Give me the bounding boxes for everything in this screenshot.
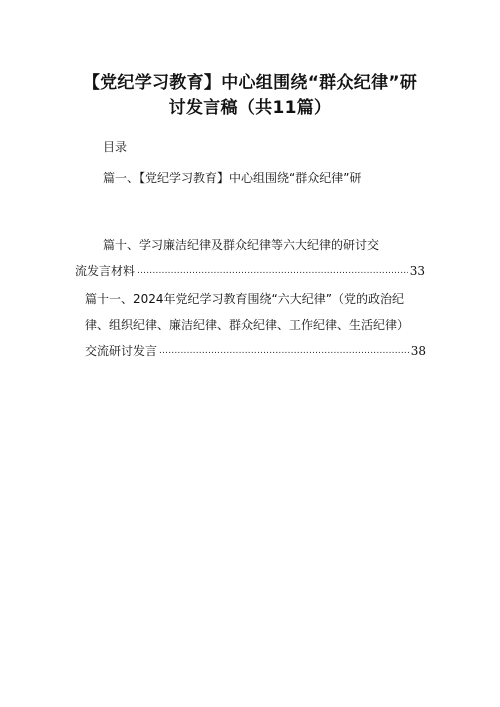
toc-entry-11-page-number: 38	[410, 344, 426, 358]
toc-leader-dots	[159, 343, 409, 359]
toc-entry-1[interactable]: 篇一、【党纪学习教育】中心组围绕“群众纪律”研	[103, 171, 362, 185]
toc-heading: 目录	[103, 140, 128, 154]
toc-entry-10-text: 流发言材料	[75, 264, 136, 278]
toc-entry-11-text: 交流研讨发言	[85, 344, 158, 358]
toc-entry-11-line-3[interactable]	[85, 343, 426, 359]
toc-entry-10-line-2[interactable]	[75, 263, 425, 279]
toc-entry-11-line-1[interactable]: 篇十一、2024年党纪学习教育围绕“六大纪律”（党的政治纪	[85, 292, 404, 306]
toc-entry-11-line-2[interactable]: 律、组织纪律、廉洁纪律、群众纪律、工作纪律、生活纪律）	[85, 318, 410, 332]
toc-entry-10-line-1[interactable]: 篇十、学习廉洁纪律及群众纪律等六大纪律的研讨交	[103, 238, 380, 252]
document-title-line-1: 【党纪学习教育】中心组围绕“群众纪律”研	[82, 73, 418, 93]
document-title-line-2: 讨发言稿（共11篇）	[168, 98, 332, 118]
toc-entry-10-page-number: 33	[409, 264, 425, 278]
toc-leader-dots	[137, 263, 408, 279]
